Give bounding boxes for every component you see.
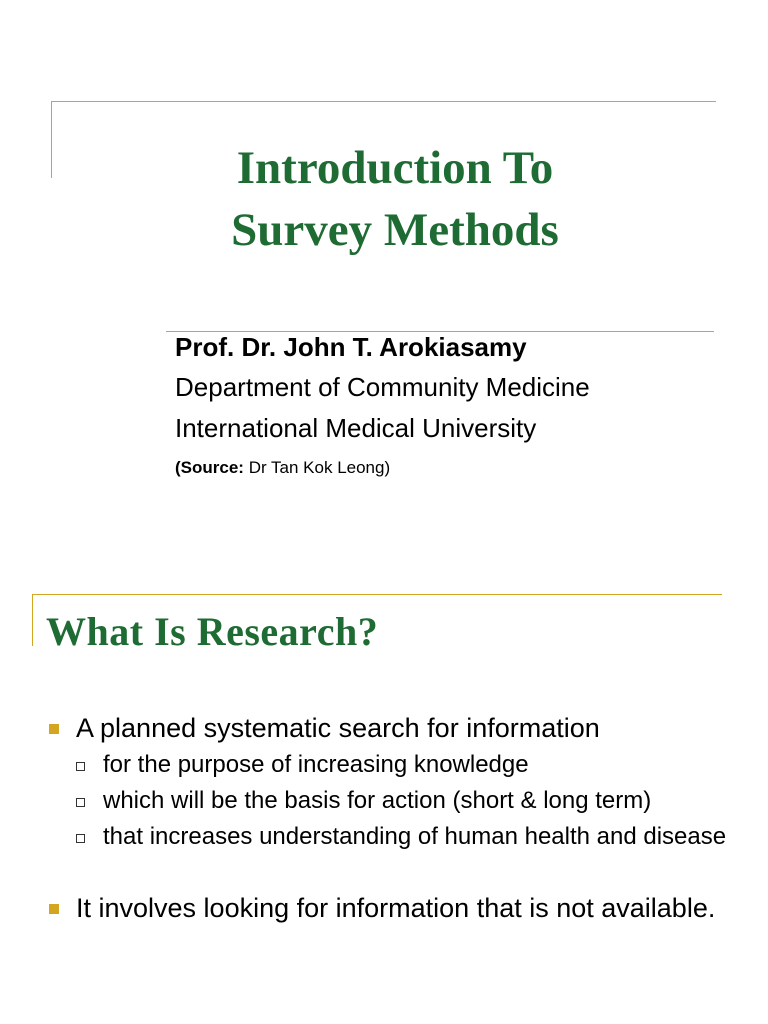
- slide-title: [130, 137, 660, 261]
- university: International Medical University: [175, 413, 537, 443]
- bullet-item: [46, 892, 736, 924]
- slide2-top-rule: [32, 594, 722, 595]
- sub-bullet-text: for the purpose of increasing knowledge: [103, 751, 529, 778]
- hollow-square-bullet-icon: [76, 798, 85, 807]
- top-rule: [51, 101, 716, 102]
- title-line-2: Survey Methods: [231, 204, 559, 256]
- bullet-item: [46, 712, 736, 744]
- department: Department of Community Medicine: [175, 372, 590, 402]
- sub-bullet-text: that increases understanding of human health and disease: [103, 823, 727, 850]
- author-block: [175, 328, 590, 482]
- hollow-square-bullet-icon: [76, 762, 85, 771]
- spacer: [46, 852, 736, 892]
- sub-bullet-text: which will be the basis for action (short & long term): [103, 787, 652, 814]
- square-bullet-icon: [49, 724, 59, 734]
- bullet-list: [46, 712, 736, 924]
- title-line-1: Introduction To: [236, 142, 554, 194]
- source-label: Source:: [180, 458, 244, 477]
- hollow-square-bullet-icon: [76, 834, 85, 843]
- slide2-title: What Is Research?: [46, 609, 379, 654]
- sub-bullet-item: [46, 786, 736, 816]
- source-name: Dr Tan Kok Leong: [243, 458, 385, 477]
- content-slide: [0, 560, 768, 1024]
- source-close-paren: ): [384, 458, 391, 477]
- sub-bullet-item: [46, 750, 736, 780]
- sub-bullet-item: [46, 822, 736, 852]
- source-credit: [175, 454, 590, 482]
- source-open-paren: (: [175, 458, 181, 477]
- slide2-left-rule: [32, 594, 33, 646]
- author-name: Prof. Dr. John T. Arokiasamy: [175, 332, 527, 362]
- square-bullet-icon: [49, 904, 59, 914]
- bullet-text: A planned systematic search for information: [76, 713, 600, 743]
- bullet-text: It involves looking for information that is not available.: [76, 893, 716, 923]
- left-rule: [51, 101, 52, 178]
